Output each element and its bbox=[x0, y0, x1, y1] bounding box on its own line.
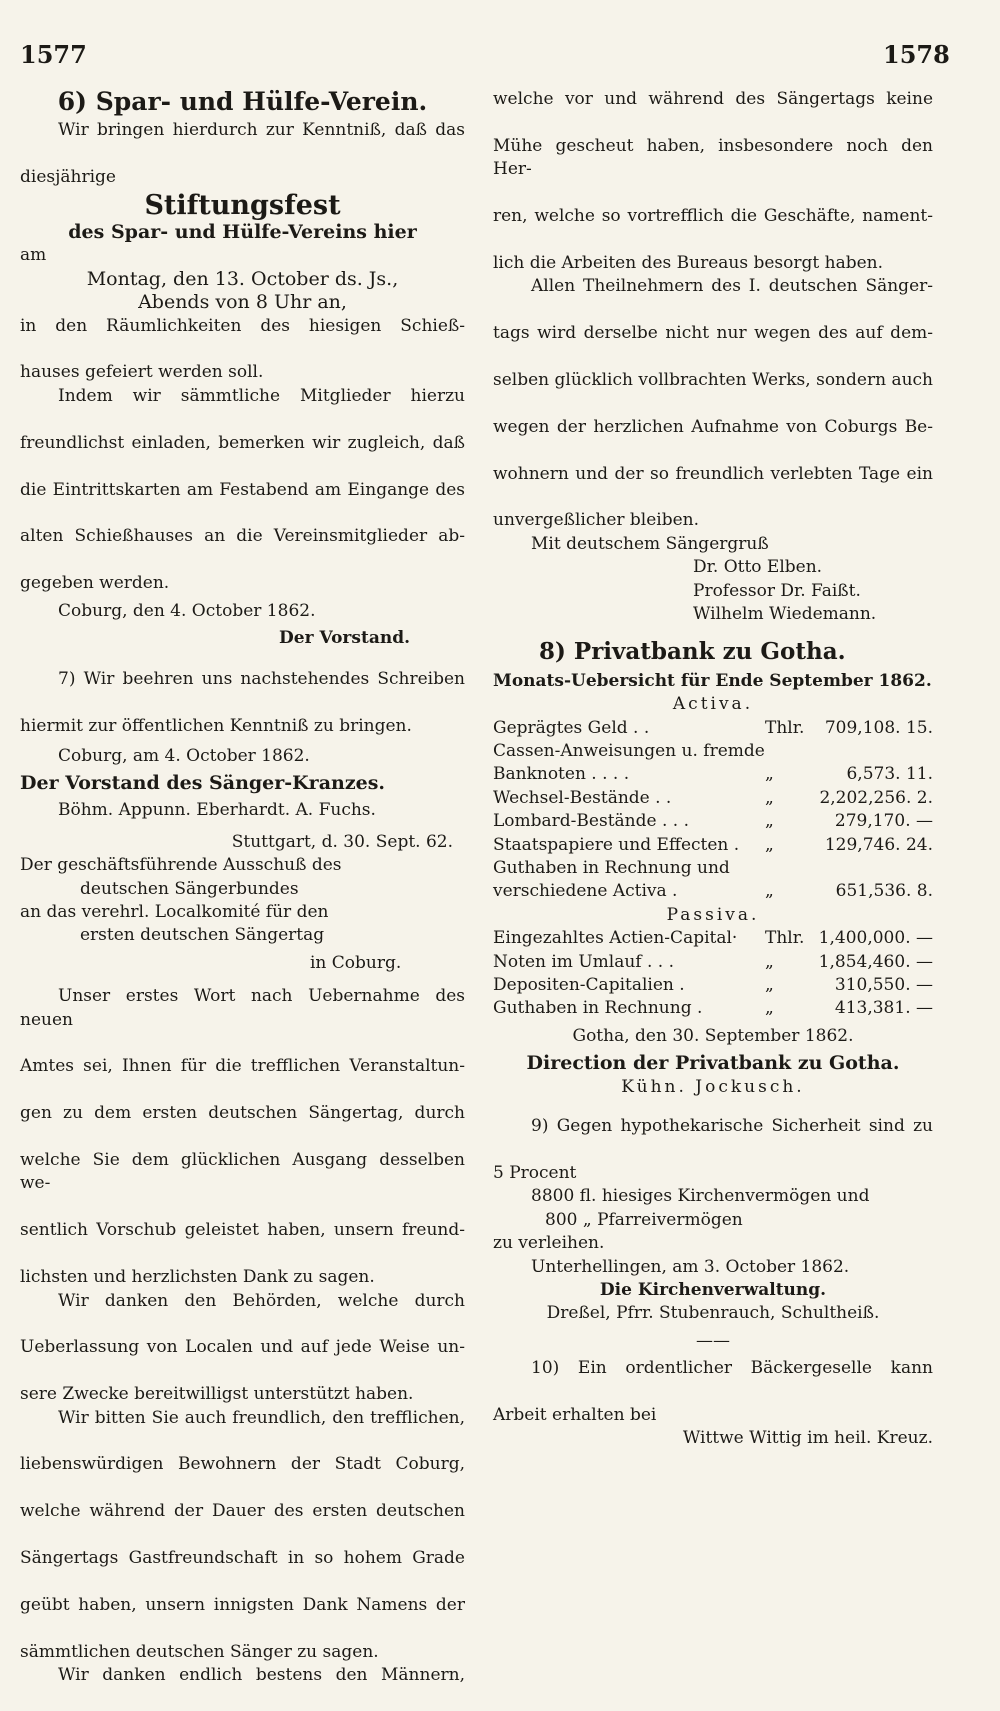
passiva-amount: 310,550. — bbox=[834, 975, 933, 996]
section-6-dateline: Coburg, den 4. October 1862. bbox=[58, 600, 316, 621]
activa-amount: 651,536. 8. bbox=[835, 881, 933, 902]
passiva-label: Noten im Umlauf . . . bbox=[493, 951, 674, 972]
activa-row bbox=[493, 857, 933, 880]
section-6-place-1: in den Räumlichkeiten des hiesigen Schieß- bbox=[20, 315, 465, 336]
section-6-title: Stiftungsfest bbox=[144, 189, 341, 221]
passiva-amount: 413,381. — bbox=[834, 998, 933, 1019]
page-number-left: 1577 bbox=[20, 40, 87, 69]
passiva-amount: 1,854,460. — bbox=[818, 951, 933, 972]
section-7-names: Böhm. Appunn. Eberhardt. A. Fuchs. bbox=[58, 800, 376, 821]
section-10-line-2: Arbeit erhalten bei bbox=[493, 1404, 657, 1425]
letter-greeting: Mit deutschem Sängergruß bbox=[531, 533, 769, 554]
section-6-body-2: freundlichst einladen, bemerken wir zugleich, daß bbox=[20, 432, 465, 453]
section-6-intro: Wir bringen hierdurch zur Kenntniß, daß das bbox=[58, 120, 465, 141]
activa-currency: „ bbox=[765, 764, 774, 785]
activa-amount bbox=[805, 740, 933, 763]
section-6-date: Montag, den 13. October ds. Js., bbox=[86, 267, 399, 290]
activa-label: Cassen-Anweisungen u. fremde bbox=[493, 740, 765, 761]
activa-currency bbox=[765, 857, 805, 880]
activa-label: Banknoten . . . . bbox=[493, 764, 630, 785]
passiva-row bbox=[493, 997, 933, 1020]
letter-address-3: an das verehrl. Localkomité für den bbox=[20, 902, 329, 922]
activa-currency: „ bbox=[765, 834, 774, 855]
activa-amount: 279,170. — bbox=[834, 811, 933, 832]
activa-amount: 6,573. 11. bbox=[846, 764, 933, 785]
passiva-row bbox=[493, 927, 933, 950]
section-10-line-3: Wittwe Wittig im heil. Kreuz. bbox=[682, 1428, 933, 1449]
activa-amount bbox=[805, 857, 933, 880]
passiva-label: Passiva. bbox=[666, 904, 760, 925]
activa-currency: „ bbox=[765, 881, 774, 902]
separator: —— bbox=[696, 1330, 730, 1351]
activa-label: Wechsel-Bestände . . bbox=[493, 787, 672, 808]
left-column bbox=[20, 88, 465, 1711]
passiva-currency: „ bbox=[765, 975, 774, 996]
section-7-dateline: Coburg, am 4. October 1862. bbox=[58, 745, 310, 766]
section-7-board: Der Vorstand des Sänger-Kranzes. bbox=[20, 771, 386, 794]
letter-paragraph-1: Unser erstes Wort nach Uebernahme des neuen Amtes sei, Ihnen für die trefflichen Veranstaltun- gen zu dem ersten deutschen Sängertag, durch welche Sie dem glücklichen Ausgang desselben we- sentlich Vorschub geleistet haben, unsern freund- lichsten und herzlichsten Dank zu sagen. bbox=[20, 986, 465, 1288]
activa-label: Staatspapiere und Effecten . bbox=[493, 834, 740, 855]
section-6-am: am bbox=[20, 245, 47, 266]
section-10-line-1: 10) Ein ordentlicher Bäckergeselle kann bbox=[531, 1358, 933, 1379]
activa-amount: 709,108. 15. bbox=[824, 717, 933, 738]
activa-label: Geprägtes Geld . . bbox=[493, 717, 650, 738]
section-7-body-2: hiermit zur öffentlichen Kenntniß zu bringen. bbox=[20, 716, 412, 737]
activa-row bbox=[493, 740, 933, 763]
letter-paragraph-5: Allen Theilnehmern des I. deutschen Sänger- tags wird derselbe nicht nur wegen des auf dem- selben glücklich vollbrachten Werks, sondern auch wegen der herzlichen Aufnahme von Coburgs Be- wohnern und der so freundlich verlebten Tage ein unvergeßlicher bleiben. bbox=[493, 276, 933, 531]
passiva-label: Guthaben in Rechnung . bbox=[493, 998, 703, 1019]
activa-currency: „ bbox=[765, 811, 774, 832]
activa-row bbox=[493, 763, 933, 786]
passiva-table bbox=[493, 927, 933, 1021]
passiva-label: Eingezahltes Actien-Capital· bbox=[493, 928, 738, 949]
section-9-names: Dreßel, Pfrr. Stubenrauch, Schultheiß. bbox=[546, 1303, 880, 1324]
activa-label: Lombard-Bestände . . . bbox=[493, 811, 689, 832]
activa-currency: „ bbox=[765, 787, 774, 808]
activa-row bbox=[493, 787, 933, 810]
letter-address-2: deutschen Sängerbundes bbox=[80, 878, 299, 899]
section-6-body-5: gegeben werden. bbox=[20, 573, 170, 594]
letter-paragraph-4: Wir danken endlich bestens den Männern, bbox=[58, 1665, 465, 1685]
section-8-dateline: Gotha, den 30. September 1862. bbox=[572, 1025, 854, 1046]
letter-paragraph-2: Wir danken den Behörden, welche durch Ueberlassung von Localen und auf jede Weise un- sere Zwecke bereitwilligst unterstützt haben. bbox=[20, 1290, 465, 1405]
passiva-currency: „ bbox=[765, 998, 774, 1019]
activa-label: Activa. bbox=[672, 694, 754, 715]
activa-amount: 2,202,256. 2. bbox=[819, 787, 933, 808]
letter-address-4: ersten deutschen Sängertag bbox=[80, 925, 325, 946]
section-6-subtitle: des Spar- und Hülfe-Vereins hier bbox=[68, 221, 417, 244]
activa-label: verschiedene Activa . bbox=[493, 881, 678, 902]
section-9-dateline: Unterhellingen, am 3. October 1862. bbox=[531, 1256, 850, 1277]
activa-amount: 129,746. 24. bbox=[824, 834, 933, 855]
activa-row bbox=[493, 880, 933, 903]
passiva-row bbox=[493, 951, 933, 974]
section-6-heading: 6) Spar- und Hülfe-Verein. bbox=[57, 87, 428, 116]
passiva-currency: „ bbox=[765, 951, 774, 972]
signature-3: Wilhelm Wiedemann. bbox=[693, 603, 877, 624]
letter-address-1: Der geschäftsführende Ausschuß des bbox=[20, 855, 342, 876]
section-6-body-4: alten Schießhauses an die Vereinsmitglieder ab- bbox=[20, 526, 465, 547]
activa-currency: Thlr. bbox=[765, 717, 805, 738]
activa-label: Guthaben in Rechnung und bbox=[493, 858, 730, 878]
letter-city: in Coburg. bbox=[310, 952, 402, 973]
section-6-body-1: Indem wir sämmtliche Mitglieder hierzu bbox=[58, 385, 465, 406]
letter-place: Stuttgart, d. 30. Sept. 62. bbox=[231, 831, 453, 852]
section-8-heading: 8) Privatbank zu Gotha. bbox=[539, 638, 846, 666]
section-6-time: Abends von 8 Uhr an, bbox=[138, 291, 347, 314]
section-6-signature: Der Vorstand. bbox=[279, 627, 410, 648]
letter-paragraph-3: Wir bitten Sie auch freundlich, den trefflichen, liebenswürdigen Bewohnern der Stadt Coburg, welche während der Dauer des ersten deutschen Sängertags Gastfreundschaft in so hohem Grade geübt haben, unsern innigsten Dank Namens der sämmtlichen deutschen Sänger zu sagen. bbox=[20, 1407, 465, 1662]
activa-row bbox=[493, 834, 933, 857]
section-9: 9) Gegen hypothekarische Sicherheit sind zu 5 Procent 8800 fl. hiesiges Kirchenvermögen und 800 „ Pfarreivermögen zu verleihen. bbox=[493, 1116, 933, 1254]
signature-2: Professor Dr. Faißt. bbox=[693, 580, 861, 601]
section-9-board: Die Kirchenverwaltung. bbox=[599, 1279, 827, 1300]
section-8-direction: Direction der Privatbank zu Gotha. bbox=[526, 1052, 900, 1075]
passiva-label: Depositen-Capitalien . bbox=[493, 975, 685, 996]
page-number-right: 1578 bbox=[883, 40, 950, 69]
section-6-place-2: hauses gefeiert werden soll. bbox=[20, 362, 264, 383]
section-8-names: Kühn. Jockusch. bbox=[621, 1076, 805, 1097]
right-column bbox=[493, 88, 933, 1451]
activa-table bbox=[493, 717, 933, 904]
section-8-subtitle: Monats-Uebersicht für Ende September 1862. bbox=[493, 670, 932, 691]
signature-1: Dr. Otto Elben. bbox=[693, 557, 823, 578]
activa-row bbox=[493, 810, 933, 833]
passiva-currency: Thlr. bbox=[765, 928, 805, 949]
passiva-row bbox=[493, 974, 933, 997]
section-6-body-3: die Eintrittskarten am Festabend am Eingange des bbox=[20, 479, 465, 500]
activa-currency bbox=[765, 740, 805, 763]
section-7-body-1: 7) Wir beehren uns nachstehendes Schreiben bbox=[58, 669, 465, 690]
letter-continuation: welche vor und während des Sängertags keine Mühe gescheut haben, insbesondere noch den Her- ren, welche so vortrefflich die Geschäfte, nament- lich die Arbeiten des Bureaus besorgt haben. bbox=[493, 89, 933, 273]
passiva-amount: 1,400,000. — bbox=[818, 928, 933, 949]
section-6-intro-2: diesjährige bbox=[20, 167, 116, 188]
activa-row bbox=[493, 717, 933, 740]
